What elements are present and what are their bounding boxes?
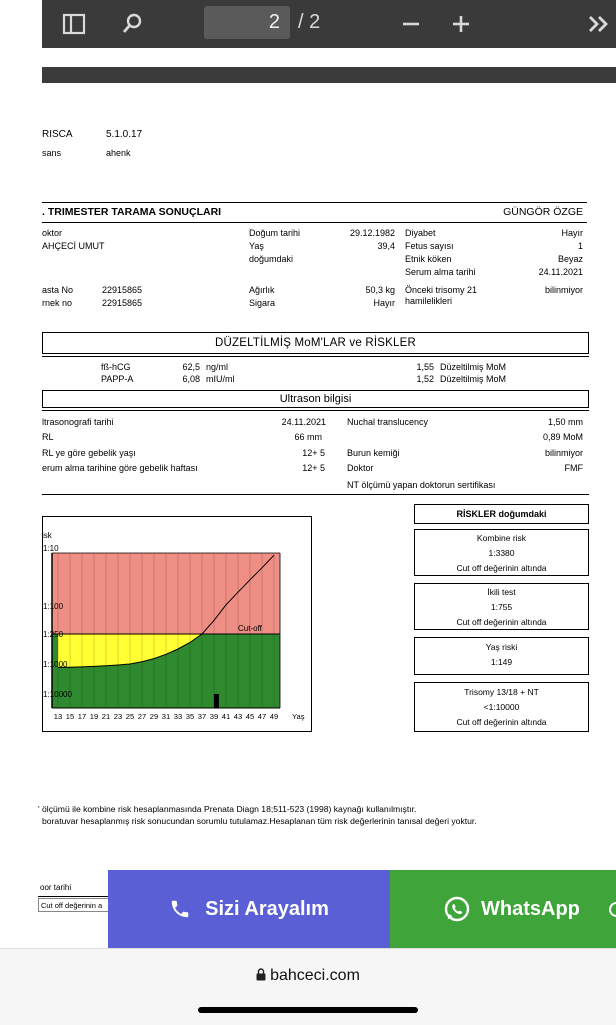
combined-risk-value: 1:3380 (488, 548, 515, 558)
call-us-label: Sizi Arayalım (205, 897, 329, 920)
status-dot (609, 902, 616, 917)
dual-test-note: Cut off değerinin altında (456, 617, 547, 627)
risk-panel-title-box (414, 504, 589, 524)
age-value: 39,4 (377, 241, 395, 251)
risk-panel-title: RİSKLER doğumdaki (456, 509, 547, 519)
more-tools-icon[interactable] (582, 0, 616, 48)
prev-trisomy-label: Önceki trisomy 21 (405, 285, 478, 295)
serum-date-label: Serum alma tarihi (405, 267, 476, 277)
nasal-bone-value: bilinmiyor (544, 448, 583, 458)
nt-value: 1,50 mm (547, 417, 583, 427)
hcg-name: fß-hCG (101, 362, 131, 372)
us-date-label: ltrasonografi tarihi (42, 417, 114, 427)
y-tick-label: 1:10 (43, 544, 59, 553)
x-tick-label: 17 (77, 712, 87, 721)
partial-row-2: Cut off değerinin a (41, 901, 103, 910)
hcg-unit: ng/ml (206, 362, 229, 372)
whatsapp-icon (443, 895, 471, 923)
x-tick-label: 43 (233, 712, 243, 721)
dual-test-value: 1:755 (490, 602, 513, 612)
x-tick-label: 37 (197, 712, 207, 721)
dual-test-name: İkili test (487, 587, 516, 597)
hcg-mom-label: Düzeltilmiş MoM (440, 362, 507, 372)
y-axis-label: isk (42, 531, 52, 540)
trisomy-risk-box (414, 682, 589, 732)
note-line-1: ' ölçümü ile kombine risk hesaplanmasında Prenata Diagn 18;511-523 (1998) kaynağı kullanılmıştır. (38, 804, 417, 814)
pappa-value: 6,08 (182, 374, 200, 384)
cutoff-label: Cut-off (238, 624, 262, 633)
divider (42, 222, 587, 223)
divider (42, 410, 589, 411)
ultrasound-section-header (42, 390, 589, 408)
diabetes-label: Diyabet (405, 228, 436, 238)
mom-section-header (42, 332, 589, 354)
ultrasound-title: Ultrason bilgisi (279, 393, 352, 405)
divider (42, 494, 589, 495)
patient-no-label: asta No (42, 285, 74, 295)
age-label: Yaş (249, 241, 264, 251)
page-total: / 2 (298, 11, 321, 33)
doctor-value: AHÇECİ UMUT (42, 241, 105, 251)
age-risk-value: 1:149 (490, 657, 513, 667)
x-tick-label: 41 (221, 712, 231, 721)
y-tick-label: 1:1000 (43, 660, 68, 669)
app-name: RISCA (42, 129, 73, 140)
zoom-in-icon[interactable] (446, 0, 476, 48)
sample-no-value: 22915865 (102, 298, 143, 308)
fetus-label: Fetus sayısı (405, 241, 454, 251)
diabetes-value: Hayır (561, 228, 583, 238)
report-title: . TRIMESTER TARAMA SONUÇLARI (42, 206, 222, 218)
y-tick-label: 1:100 (43, 602, 64, 611)
hcg-value: 62,5 (182, 362, 200, 372)
serum-date-value: 24.11.2021 (538, 267, 583, 277)
pappa-mom-label: Düzeltilmiş MoM (440, 374, 507, 384)
serum-week-value: 12+ 5 (302, 463, 325, 473)
y-tick-label: 1:10000 (43, 690, 72, 699)
trisomy-risk-name: Trisomy 13/18 + NT (464, 687, 539, 697)
nt-mom-value: 0,89 MoM (542, 432, 583, 442)
age-risk-name: Yaş riski (485, 642, 518, 652)
age-label-sub: doğumdaki (249, 254, 294, 264)
birth-date-value: 29.12.1982 (349, 228, 395, 238)
combined-risk-note: Cut off değerinin altında (456, 563, 547, 573)
prev-trisomy-label-2: hamilelikleri (405, 296, 453, 306)
pappa-unit: mIU/ml (206, 374, 235, 384)
partial-row-2-box (38, 898, 113, 912)
combined-risk-box (414, 529, 589, 576)
patient-age-marker (214, 694, 219, 708)
crl-value: 66 mm (294, 432, 322, 442)
x-tick-label: 13 (53, 712, 63, 721)
x-axis-label: Yaş (292, 712, 305, 721)
license-label: sans (42, 148, 62, 158)
divider (42, 202, 587, 203)
crl-age-label: RL ye göre gebelik yaşı (42, 448, 136, 458)
doctor-label: oktor (42, 228, 63, 238)
note-line-2: boratuvar hesaplanmış risk sonucundan sorumlu tutulamaz.Hesaplanan tüm risk değerlerinin tanısal değeri yoktur. (42, 816, 477, 826)
call-us-button[interactable] (108, 870, 390, 948)
whatsapp-label: WhatsApp (481, 897, 580, 920)
weight-label: Ağırlık (249, 285, 275, 295)
app-version: 5.1.0.17 (106, 129, 143, 140)
phone-icon (169, 898, 191, 920)
x-tick-label: 21 (101, 712, 111, 721)
divider (42, 356, 589, 357)
mom-title: DÜZELTİLMİŞ MoM'LAR ve RİSKLER (215, 337, 416, 349)
lock-icon (256, 968, 266, 981)
combined-risk-name: Kombine risk (476, 533, 527, 543)
crl-label: RL (42, 432, 54, 442)
page-number-input[interactable]: 2 (204, 6, 290, 39)
smoking-value: Hayır (373, 298, 395, 308)
whatsapp-button[interactable] (390, 870, 616, 948)
dual-test-box (414, 583, 589, 630)
patient-name: GÜNGÖR ÖZGE (503, 206, 583, 218)
us-doctor-value: FMF (564, 463, 583, 473)
x-tick-label: 29 (149, 712, 159, 721)
home-indicator (198, 1007, 418, 1013)
nt-cert-note: NT ölçümü yapan doktorun sertifikası (347, 480, 496, 490)
serum-week-label: erum alma tarihine göre gebelik haftası (42, 463, 198, 473)
x-tick-label: 39 (209, 712, 219, 721)
x-tick-label: 25 (125, 712, 135, 721)
us-doctor-label: Doktor (347, 463, 374, 473)
us-date-value: 24.11.2021 (281, 417, 326, 427)
ethnicity-value: Beyaz (557, 254, 583, 264)
nt-label: Nuchal translucency (347, 417, 429, 427)
x-tick-label: 27 (137, 712, 147, 721)
sample-no-label: rnek no (42, 298, 73, 308)
pappa-mom: 1,52 (416, 374, 434, 384)
birth-date-label: Doğum tarihi (249, 228, 301, 238)
hcg-mom: 1,55 (416, 362, 434, 372)
crl-age-value: 12+ 5 (302, 448, 325, 458)
fetus-value: 1 (577, 241, 583, 251)
x-tick-label: 15 (65, 712, 75, 721)
x-tick-label: 31 (161, 712, 171, 721)
smoking-label: Sigara (249, 298, 276, 308)
divider (38, 896, 113, 897)
prev-trisomy-value: bilinmiyor (544, 285, 583, 295)
ethnicity-label: Etnik köken (405, 254, 452, 264)
license-value: ahenk (106, 148, 131, 158)
x-tick-label: 45 (245, 712, 255, 721)
pappa-name: PAPP-A (101, 374, 134, 384)
search-icon[interactable] (114, 0, 150, 48)
zoom-out-icon[interactable] (396, 0, 426, 48)
page-separator (42, 67, 616, 83)
sidebar-toggle-icon[interactable] (56, 0, 92, 48)
browser-bottom-bar (0, 948, 616, 1025)
patient-no-value: 22915865 (102, 285, 143, 295)
x-tick-label: 49 (269, 712, 279, 721)
x-tick-label: 19 (89, 712, 99, 721)
x-tick-label: 35 (185, 712, 195, 721)
x-tick-label: 47 (257, 712, 267, 721)
risk-chart (42, 516, 312, 732)
address-bar[interactable] (0, 967, 616, 985)
weight-value: 50,3 kg (365, 285, 395, 295)
partial-row-1: oor tarihi (40, 883, 72, 892)
y-tick-label: 1:250 (43, 630, 64, 639)
url-text: bahceci.com (270, 967, 360, 984)
x-tick-label: 23 (113, 712, 123, 721)
x-tick-label: 33 (173, 712, 183, 721)
pdf-toolbar (42, 0, 616, 48)
risk-chart-frame (42, 516, 312, 732)
trisomy-risk-note: Cut off değerinin altında (456, 717, 547, 727)
age-risk-box (414, 637, 589, 675)
nasal-bone-label: Burun kemiği (347, 448, 400, 458)
trisomy-risk-value: <1:10000 (483, 702, 520, 712)
